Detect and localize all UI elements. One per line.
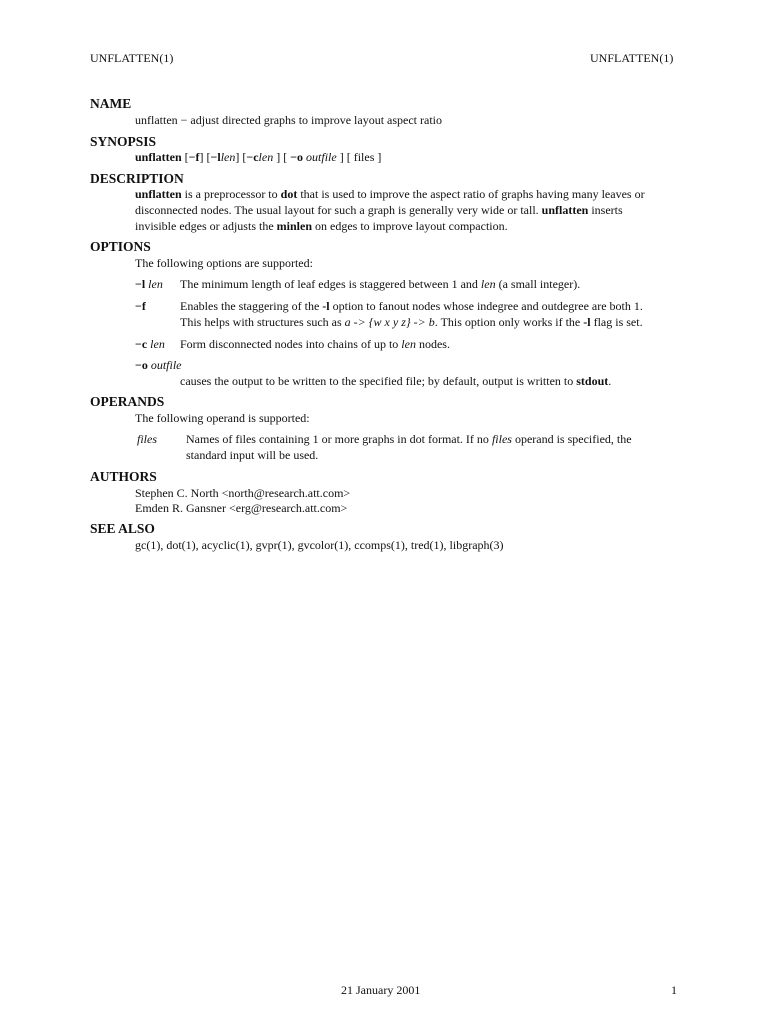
option-text: Enables the staggering of the (180, 299, 323, 313)
description-text: is a preprocessor to (181, 187, 281, 201)
option-arg: len (147, 337, 165, 351)
synopsis-arg-outfile: outfile (303, 150, 337, 164)
option-l-term (135, 277, 163, 292)
option-flag: −l (135, 277, 146, 291)
synopsis-flag-o: −o (290, 150, 304, 164)
description-text: invisible edges or adjusts the (135, 219, 277, 233)
author-line: Emden R. Gansner <erg@research.att.com> (135, 501, 348, 515)
footer-page-number: 1 (671, 983, 677, 997)
option-arg: len (145, 277, 163, 291)
synopsis-text: ] [ (235, 150, 247, 164)
header-right: UNFLATTEN(1) (590, 51, 674, 65)
operand-description-2: standard input will be used. (186, 448, 319, 462)
options-intro: The following options are supported: (135, 256, 313, 270)
option-text: nodes. (415, 337, 450, 351)
option-text: . This option only works if the (434, 315, 584, 329)
option-c-term (135, 337, 165, 352)
operand-text: operand is specified, the (511, 432, 632, 446)
header-left: UNFLATTEN(1) (90, 51, 174, 65)
option-f-term (135, 299, 146, 314)
description-text: that is used to improve the aspect ratio of graphs having many leaves or (297, 187, 645, 201)
synopsis-arg-len: len (258, 150, 274, 164)
option-text: This helps with structures such as (180, 315, 345, 329)
option-arg: len (480, 277, 496, 291)
option-flag: −o (135, 358, 148, 372)
section-heading-operands: OPERANDS (90, 394, 165, 409)
option-text: . (608, 374, 612, 388)
description-line (135, 187, 677, 202)
description-text: disconnected nodes. The usual layout for such a graph is generally very wide or tall. (135, 203, 542, 217)
description-line (135, 203, 677, 218)
option-o-description (180, 374, 611, 389)
section-heading-see-also: SEE ALSO (90, 521, 155, 536)
description-text: on edges to improve layout compaction. (312, 219, 508, 233)
option-flag: -l (583, 315, 591, 329)
description-text: inserts (588, 203, 623, 217)
synopsis-text: ] [ files ] (336, 150, 382, 164)
synopsis-text: ] [ (273, 150, 291, 164)
option-text: flag is set. (590, 315, 643, 329)
synopsis-text: ] [ (199, 150, 211, 164)
footer-date: 21 January 2001 (341, 983, 421, 997)
keyword: minlen (276, 219, 312, 233)
option-flag: -l (322, 299, 330, 313)
operand-term: files (137, 432, 157, 446)
option-flag: −c (135, 337, 148, 351)
synopsis-command: unflatten (135, 150, 182, 164)
keyword: stdout (576, 374, 609, 388)
option-l-description (180, 277, 580, 292)
synopsis-arg-len: len (220, 150, 236, 164)
option-f-description-1 (180, 299, 643, 314)
option-f-description-2 (180, 315, 643, 330)
synopsis-text: [ (181, 150, 189, 164)
section-heading-description: DESCRIPTION (90, 171, 184, 186)
synopsis-line (135, 150, 381, 165)
operands-intro: The following operand is supported: (135, 411, 310, 425)
option-c-description (180, 337, 450, 352)
option-example: a -> {w x y z} -> b (344, 315, 435, 329)
operand-arg: files (491, 432, 512, 446)
section-heading-authors: AUTHORS (90, 469, 157, 484)
synopsis-flag-c: −c (246, 150, 259, 164)
option-arg: len (401, 337, 416, 351)
option-text: option to fanout nodes whose indegree and outdegree are both 1. (329, 299, 643, 313)
section-heading-options: OPTIONS (90, 239, 151, 254)
operand-text: Names of files containing 1 or more graphs in dot format. If no (186, 432, 492, 446)
option-text: Form disconnected nodes into chains of up to (180, 337, 402, 351)
option-text: (a small integer). (495, 277, 581, 291)
command-name: unflatten (135, 187, 182, 201)
option-arg: outfile (147, 358, 182, 372)
see-also-text: gc(1), dot(1), acyclic(1), gvpr(1), gvcolor(1), ccomps(1), tred(1), libgraph(3) (135, 538, 504, 552)
operand-description-1 (186, 432, 678, 447)
option-flag: −f (135, 299, 146, 313)
command-name: dot (280, 187, 298, 201)
option-text: The minimum length of leaf edges is staggered between 1 and (180, 277, 481, 291)
author-line: Stephen C. North <north@research.att.com> (135, 486, 351, 500)
option-o-term (135, 358, 182, 373)
name-text: unflatten − adjust directed graphs to improve layout aspect ratio (135, 113, 443, 127)
synopsis-flag-f: −f (188, 150, 200, 164)
synopsis-flag-l: −l (210, 150, 221, 164)
command-name: unflatten (541, 203, 589, 217)
section-heading-name: NAME (90, 96, 132, 111)
option-text: causes the output to be written to the specified file; by default, output is written to (180, 374, 577, 388)
description-line (135, 219, 508, 234)
section-heading-synopsis: SYNOPSIS (90, 134, 157, 149)
